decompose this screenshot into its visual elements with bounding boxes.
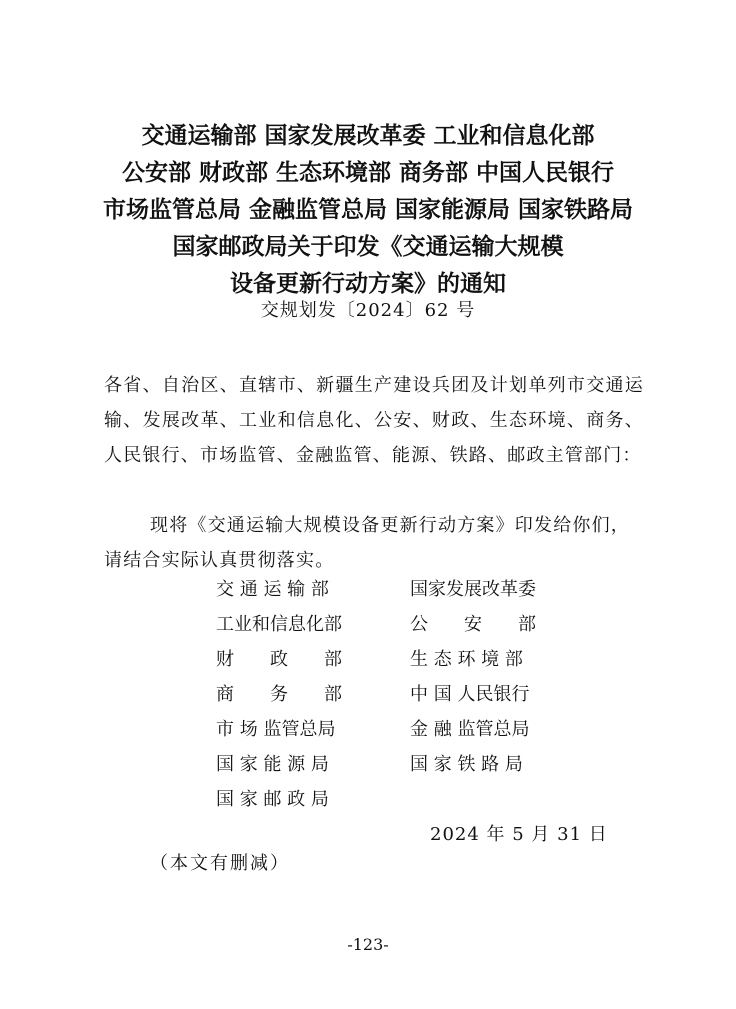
title-line-1: 交通运输部 国家发展改革委 工业和信息化部 [141,123,595,149]
title-line-5: 设备更新行动方案》的通知 [230,271,506,297]
signatory-right-2: 公 安 部 [410,614,536,635]
title-line-4: 国家邮政局关于印发《交通运输大规模 [172,234,564,260]
document-number: 交规划发〔2024〕62 号 [260,300,476,321]
body-paragraph: 现将《交通运输大规模设备更新行动方案》印发给你们，请结合实际认真贯彻落实。 [104,515,630,571]
document-title [0,118,736,303]
addressees: 各省、自治区、直辖市、新疆生产建设兵团及计划单列市交通运输、发展改革、工业和信息化、公安、财政、生态环境、商务、人民银行、市场监管、金融监管、能源、铁路、邮政主管部门： [104,375,644,466]
issue-date: 2024 年 5 月 31 日 [430,824,608,845]
signatory-right-6: 国 家 铁 路 局 [410,754,523,775]
signatory-left-7: 国 家 邮 政 局 [216,789,329,810]
title-line-3: 市场监管总局 金融监管总局 国家能源局 国家铁路局 [102,197,634,223]
signatory-left-6: 国 家 能 源 局 [216,754,329,775]
signatory-right-3: 生 态 环 境 部 [410,649,523,670]
abridged-note: （本文有删减） [150,853,290,874]
signatory-left-5: 市 场 监管总局 [216,719,336,740]
signatory-left-3: 财 政 部 [216,649,342,670]
signatory-left-2: 工业和信息化部 [216,614,342,635]
signatory-left-4: 商 务 部 [216,684,342,705]
signatory-right-4: 中 国 人民银行 [410,684,530,705]
signatory-right-1: 国家发展改革委 [410,579,536,600]
signatory-left-1: 交 通 运 输 部 [216,579,329,600]
title-line-2: 公安部 财政部 生态环境部 商务部 中国人民银行 [121,160,615,186]
page-number: -123- [347,935,389,954]
signatory-right-5: 金 融 监管总局 [410,719,530,740]
